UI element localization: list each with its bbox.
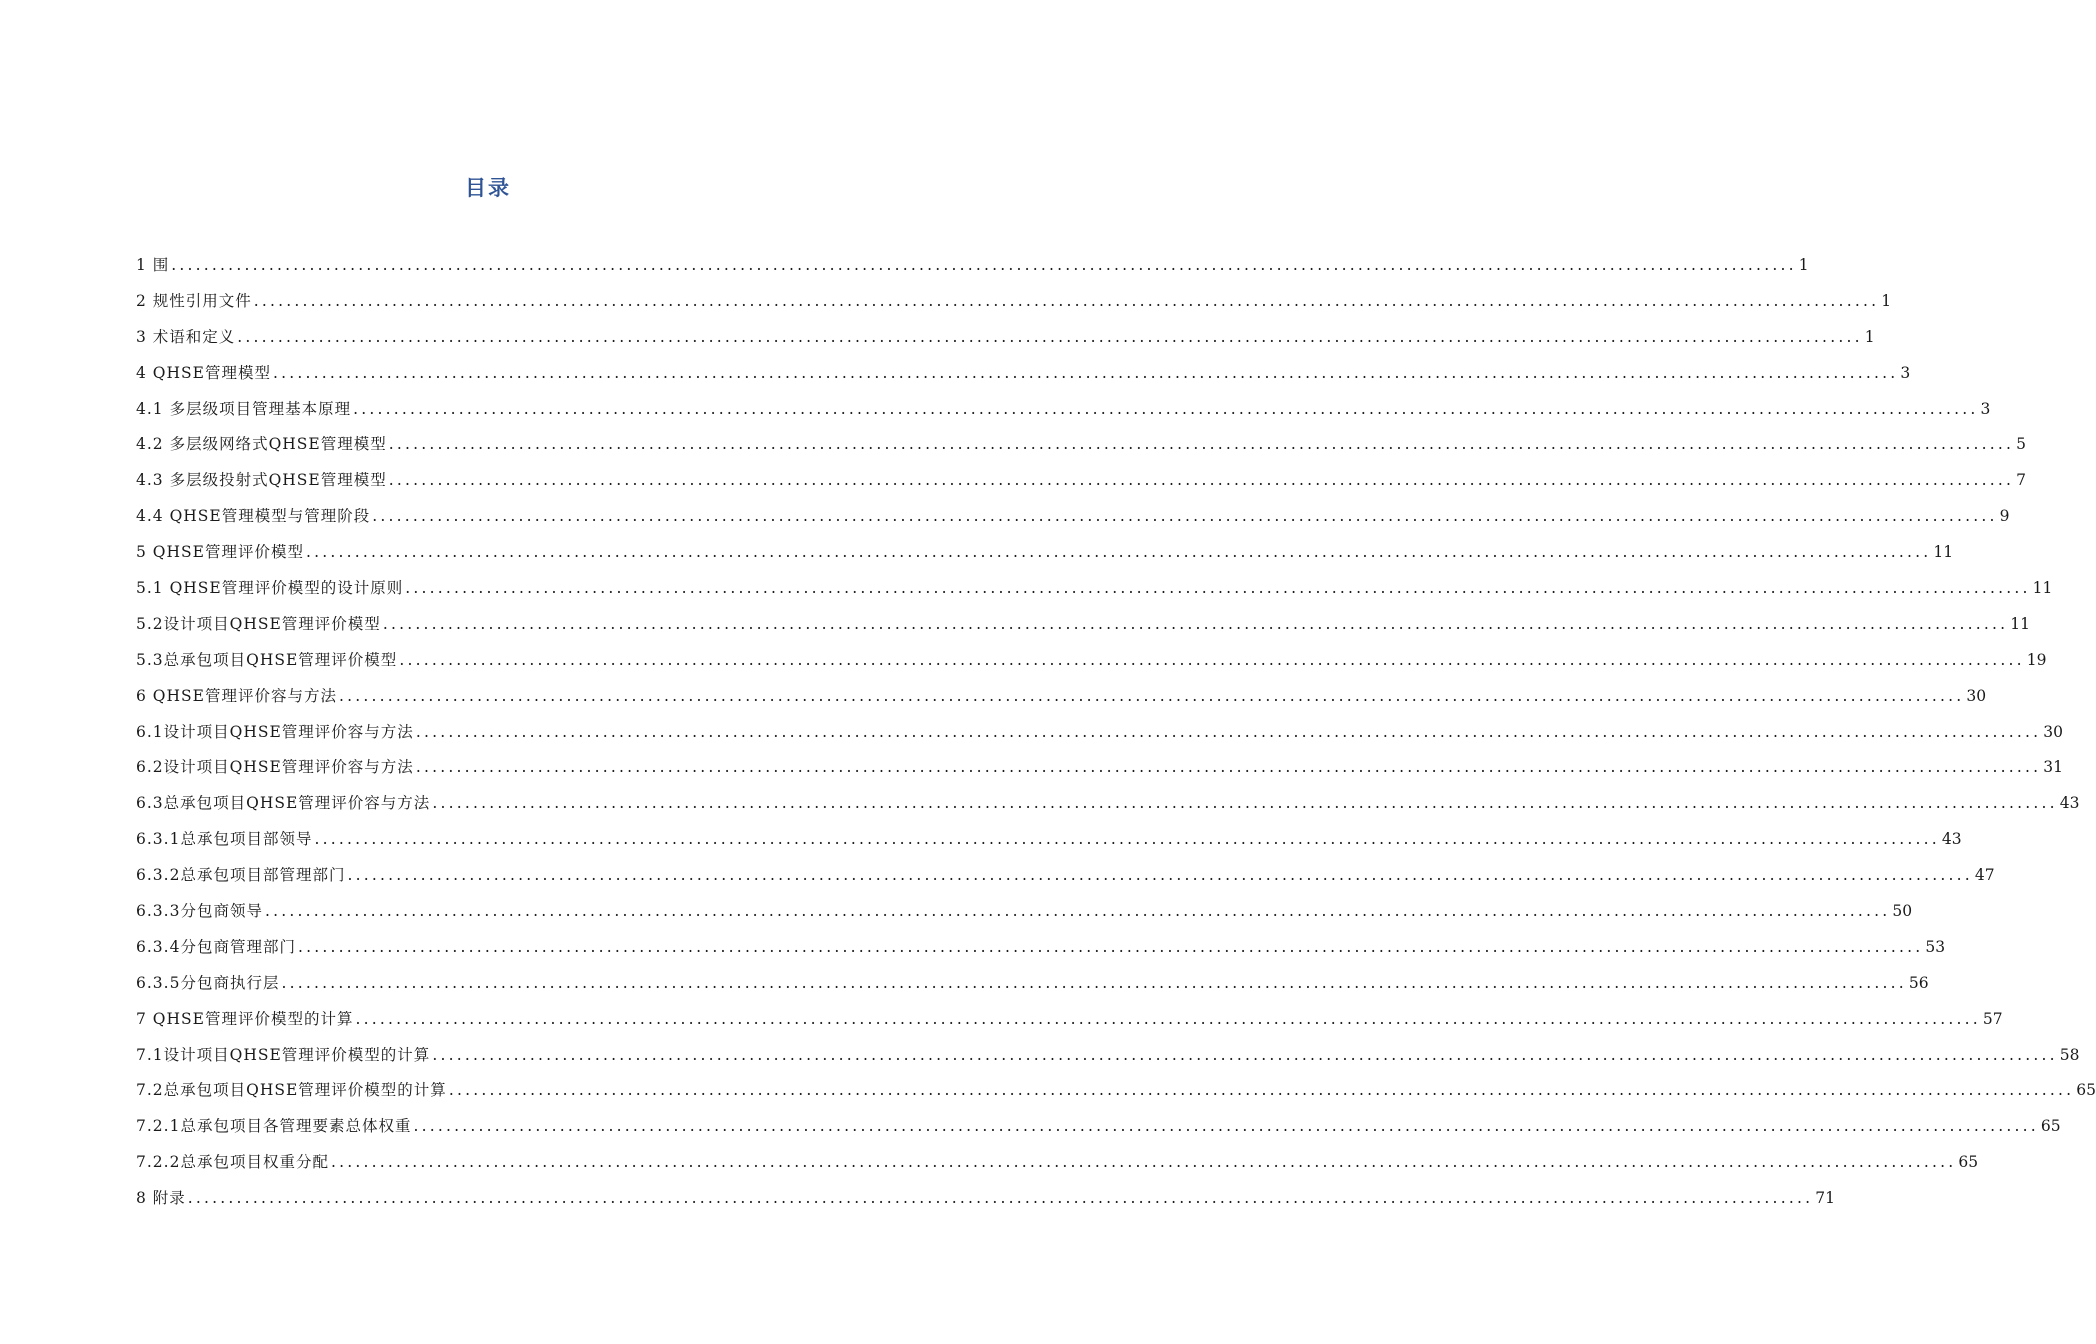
toc-entry-page: 31 <box>2043 758 2063 777</box>
toc-entry-page: 1 <box>1798 256 1809 274</box>
toc-entry-label: 6.3总承包项目QHSE管理评价容与方法 <box>136 794 431 813</box>
toc-leader-dots: ........................................................................................................................................................................................................ <box>297 937 1924 956</box>
toc-entry[interactable] <box>136 571 2053 607</box>
toc-entry[interactable] <box>136 1181 1835 1217</box>
toc-entry-label: 3 术语和定义 <box>136 327 236 346</box>
toc-entry-page: 53 <box>1925 937 1946 956</box>
toc-leader-dots: ........................................................................................................................................................................................................ <box>448 1081 2075 1100</box>
toc-leader-dots: ........................................................................................................................................................................................................ <box>415 722 2042 741</box>
toc-entry-label: 4.3 多层级投射式QHSE管理模型 <box>136 471 387 490</box>
toc-leader-dots: ........................................................................................................................................................................................................ <box>413 1117 2039 1136</box>
toc-entry[interactable] <box>136 643 2047 679</box>
toc-leader-dots: ........................................................................................................................................................................................................ <box>330 1153 1957 1172</box>
toc-leader-dots: ........................................................................................................................................................................................................ <box>372 507 1998 526</box>
toc-entry[interactable] <box>136 715 2063 751</box>
toc-entry-label: 1 围 <box>136 256 170 274</box>
toc-leader-dots: ........................................................................................................................................................................................................ <box>353 399 1979 418</box>
toc-leader-dots: ........................................................................................................................................................................................................ <box>237 327 1863 346</box>
toc-entry-page: 65 <box>1958 1153 1979 1172</box>
toc-entry-page: 65 <box>2040 1117 2061 1136</box>
toc-entry[interactable] <box>136 320 1875 356</box>
toc-entry[interactable] <box>136 392 1991 428</box>
toc-entry[interactable] <box>136 248 1809 284</box>
toc-entry-page: 11 <box>2032 579 2053 598</box>
toc-entry[interactable] <box>136 1145 1979 1181</box>
toc-leader-dots: ........................................................................................................................................................................................................ <box>338 686 1965 705</box>
toc-leader-dots: ........................................................................................................................................................................................................ <box>388 471 2015 490</box>
toc-leader-dots: ........................................................................................................................................................................................................ <box>253 291 1880 310</box>
toc-entry-page: 1 <box>1864 327 1875 346</box>
toc-entry-label: 5.2设计项目QHSE管理评价模型 <box>136 614 381 633</box>
toc-entry-label: 5.3总承包项目QHSE管理评价模型 <box>136 650 398 669</box>
toc-entry-label: 4 QHSE管理模型 <box>136 363 271 382</box>
toc-entry-label: 5 QHSE管理评价模型 <box>136 543 304 562</box>
toc-entry[interactable] <box>136 966 1929 1002</box>
toc-entry[interactable] <box>136 1073 2096 1109</box>
toc-entry-page: 57 <box>1982 1009 2003 1028</box>
toc-entry-label: 6.3.4分包商管理部门 <box>136 937 296 956</box>
toc-entry-page: 56 <box>1908 973 1929 992</box>
toc-entry[interactable] <box>136 607 2030 643</box>
toc-entry[interactable] <box>136 1002 2003 1038</box>
toc-entry[interactable] <box>136 822 1962 858</box>
toc-leader-dots: ........................................................................................................................................................................................................ <box>187 1189 1814 1208</box>
toc-leader-dots: ........................................................................................................................................................................................................ <box>171 256 1797 274</box>
toc-entry-label: 7.1设计项目QHSE管理评价模型的计算 <box>136 1045 431 1064</box>
toc-entry-page: 9 <box>1999 507 2010 526</box>
toc-entry-label: 6.3.1总承包项目部领导 <box>136 830 313 849</box>
toc-leader-dots: ........................................................................................................................................................................................................ <box>388 435 2015 454</box>
toc-entry[interactable] <box>136 930 1946 966</box>
toc-entry-label: 7 QHSE管理评价模型的计算 <box>136 1009 354 1028</box>
toc-entry-label: 8 附录 <box>136 1189 186 1208</box>
toc-entry-page: 19 <box>2026 650 2047 669</box>
toc-entry[interactable] <box>136 535 1954 571</box>
toc-leader-dots: ........................................................................................................................................................................................................ <box>355 1009 1981 1028</box>
toc-list <box>136 248 2096 1217</box>
toc-entry-label: 6.3.5分包商执行层 <box>136 973 280 992</box>
toc-entry-label: 5.1 QHSE管理评价模型的设计原则 <box>136 579 404 598</box>
toc-entry-page: 5 <box>2016 435 2027 454</box>
toc-leader-dots: ........................................................................................................................................................................................................ <box>432 794 2058 813</box>
toc-entry-page: 43 <box>1941 830 1962 849</box>
toc-entry-page: 3 <box>1900 363 1911 382</box>
toc-leader-dots: ........................................................................................................................................................................................................ <box>399 650 2025 669</box>
toc-entry-page: 47 <box>1974 866 1995 885</box>
toc-entry-label: 4.1 多层级项目管理基本原理 <box>136 399 352 418</box>
toc-leader-dots: ........................................................................................................................................................................................................ <box>432 1045 2058 1064</box>
toc-entry-page: 3 <box>1980 399 1991 418</box>
toc-entry-label: 6.3.3分包商领导 <box>136 902 263 921</box>
toc-leader-dots: ........................................................................................................................................................................................................ <box>272 363 1899 382</box>
toc-entry-label: 7.2.1总承包项目各管理要素总体权重 <box>136 1117 412 1136</box>
toc-entry[interactable] <box>136 427 2027 463</box>
toc-entry-label: 6 QHSE管理评价容与方法 <box>136 686 337 705</box>
toc-entry-label: 7.2.2总承包项目权重分配 <box>136 1153 329 1172</box>
toc-entry-label: 6.3.2总承包项目部管理部门 <box>136 866 346 885</box>
toc-entry-page: 1 <box>1881 291 1892 310</box>
toc-entry-label: 6.2设计项目QHSE管理评价容与方法 <box>136 758 414 777</box>
toc-leader-dots: ........................................................................................................................................................................................................ <box>347 866 1973 885</box>
toc-entry-page: 65 <box>2076 1081 2096 1100</box>
toc-entry[interactable] <box>136 894 1913 930</box>
toc-entry-label: 4.4 QHSE管理模型与管理阶段 <box>136 507 371 526</box>
toc-entry[interactable] <box>136 499 2010 535</box>
toc-entry-page: 71 <box>1815 1189 1835 1208</box>
toc-entry[interactable] <box>136 356 1911 392</box>
toc-entry[interactable] <box>136 463 2027 499</box>
toc-entry-label: 2 规性引用文件 <box>136 291 252 310</box>
toc-entry-label: 7.2总承包项目QHSE管理评价模型的计算 <box>136 1081 447 1100</box>
toc-leader-dots: ........................................................................................................................................................................................................ <box>314 830 1940 849</box>
toc-leader-dots: ........................................................................................................................................................................................................ <box>264 902 1891 921</box>
toc-leader-dots: ........................................................................................................................................................................................................ <box>382 614 2009 633</box>
toc-leader-dots: ........................................................................................................................................................................................................ <box>281 973 1907 992</box>
toc-leader-dots: ........................................................................................................................................................................................................ <box>305 543 1932 562</box>
toc-entry[interactable] <box>136 750 2063 786</box>
toc-entry[interactable] <box>136 858 1995 894</box>
toc-entry-label: 4.2 多层级网络式QHSE管理模型 <box>136 435 387 454</box>
toc-entry-page: 11 <box>2010 614 2030 633</box>
toc-entry-page: 7 <box>2016 471 2027 490</box>
toc-entry-page: 50 <box>1892 902 1913 921</box>
toc-entry-page: 43 <box>2059 794 2080 813</box>
toc-entry[interactable] <box>136 679 1987 715</box>
toc-entry[interactable] <box>136 284 1892 320</box>
toc-entry[interactable] <box>136 1109 2061 1145</box>
toc-entry-page: 58 <box>2059 1045 2080 1064</box>
toc-entry-page: 30 <box>2043 722 2063 741</box>
toc-title: 目录 <box>465 176 511 200</box>
toc-entry-page: 11 <box>1933 543 1954 562</box>
toc-entry-page: 30 <box>1966 686 1987 705</box>
toc-entry[interactable] <box>136 786 2080 822</box>
toc-leader-dots: ........................................................................................................................................................................................................ <box>405 579 2031 598</box>
toc-leader-dots: ........................................................................................................................................................................................................ <box>415 758 2042 777</box>
toc-entry-label: 6.1设计项目QHSE管理评价容与方法 <box>136 722 414 741</box>
toc-entry[interactable] <box>136 1038 2080 1074</box>
